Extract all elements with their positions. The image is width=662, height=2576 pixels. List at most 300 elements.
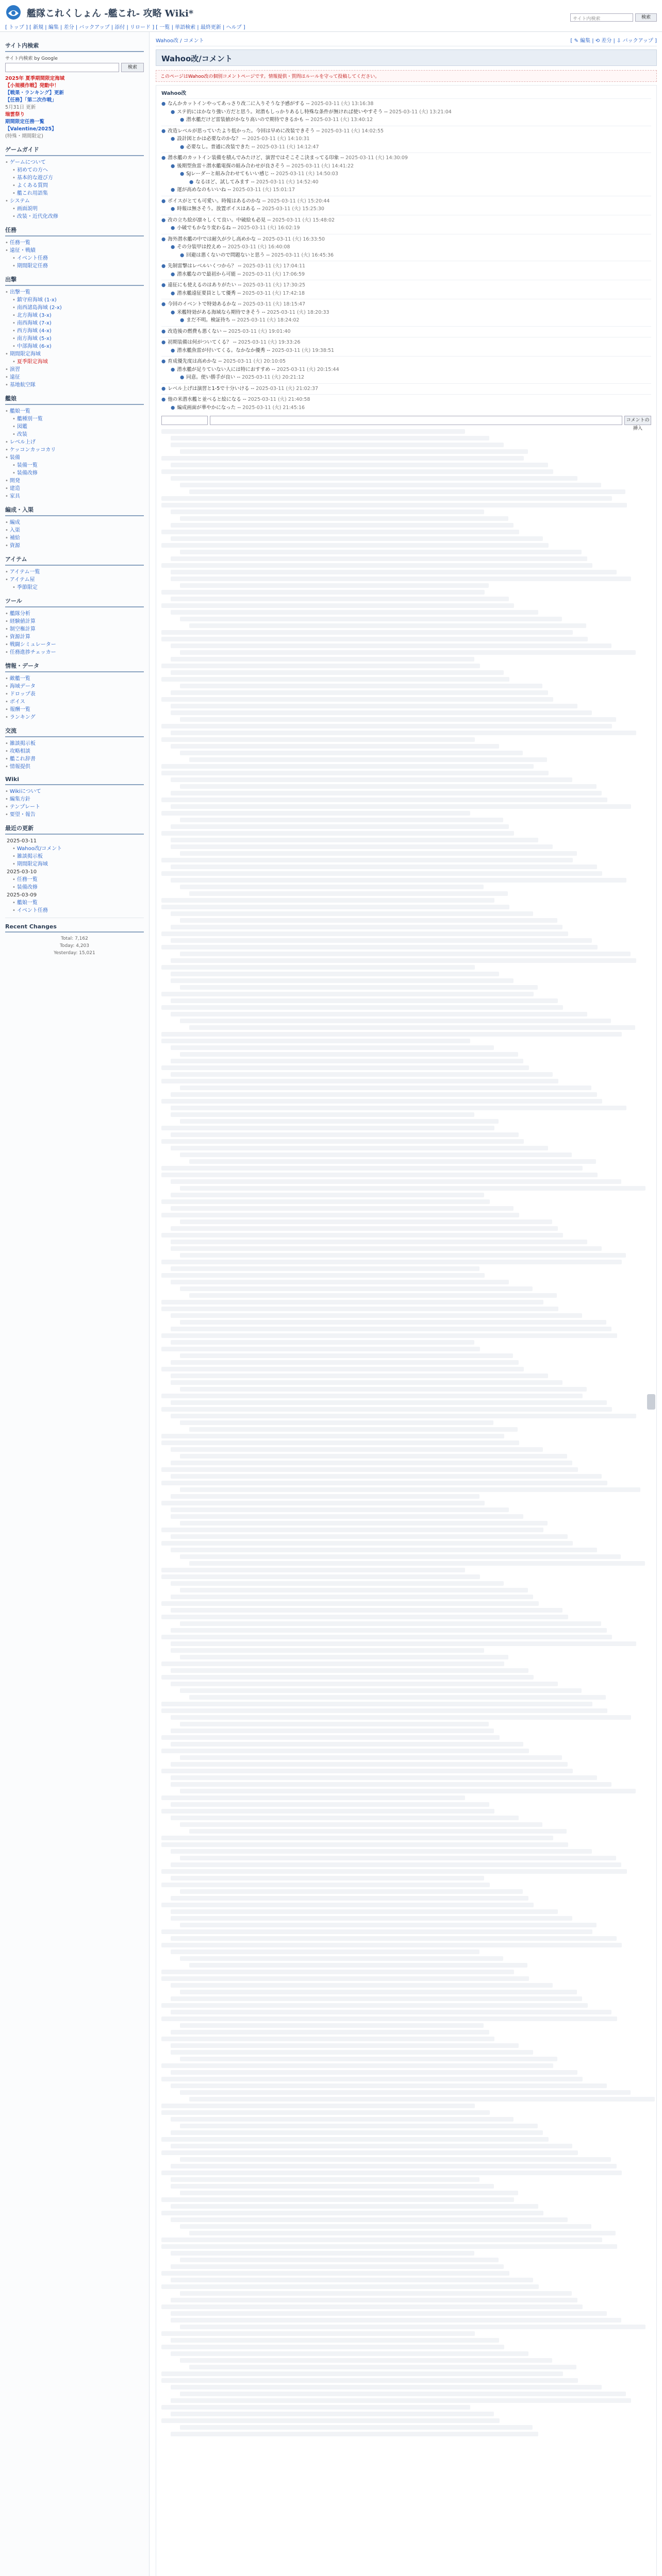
bullet-icon: • — [5, 569, 8, 575]
collapsed-comment-line — [171, 1983, 553, 1988]
bullet-icon: • — [5, 455, 8, 461]
sidebar-item[interactable] — [5, 795, 144, 803]
sidebar-item[interactable] — [5, 415, 144, 423]
sidebar-item[interactable] — [5, 860, 144, 868]
collapsed-comment-line — [161, 2150, 578, 2155]
collapsed-comment-line — [161, 2016, 617, 2021]
sidebar-item-label: 図鑑 — [16, 424, 27, 430]
header-search-input[interactable]: サイト内検索 — [570, 13, 633, 22]
bullet-icon: • — [5, 707, 8, 713]
collapsed-comment-line — [161, 630, 573, 635]
sidebar-item[interactable] — [5, 304, 144, 312]
collapsed-comment-line — [161, 1574, 480, 1579]
collapsed-comment-line — [161, 429, 465, 434]
comment-bullet-icon[interactable]: ● — [180, 375, 185, 380]
comment-bullet-icon[interactable]: ● — [161, 217, 166, 223]
comment-date: 2025-03-11 (火) 14:30:09 — [345, 155, 408, 161]
comment-bullet-icon[interactable]: ● — [161, 101, 166, 107]
comment-separator: -- — [221, 244, 228, 250]
collapsed-comment-line — [171, 777, 572, 782]
collapsed-comment-line — [171, 1802, 489, 1807]
collapsed-comment-line — [171, 1849, 592, 1854]
bullet-icon: • — [5, 486, 8, 492]
comment-bullet-icon[interactable]: ● — [171, 404, 175, 411]
collapsed-comment-line — [161, 697, 553, 702]
comment-separator: -- — [285, 163, 292, 169]
collapsed-comment-line — [161, 590, 485, 595]
sidebar-item[interactable] — [5, 197, 144, 205]
comment-bullet-icon[interactable]: ● — [180, 171, 185, 177]
bullet-icon: • — [5, 478, 8, 484]
sidebar-item-label: Wikiについて — [9, 789, 41, 794]
news-item: (特殊・期間限定) — [5, 133, 43, 139]
collapsed-comment-line — [161, 1735, 500, 1740]
sidebar-item-label: 期間限定海域 — [16, 861, 48, 867]
comment-text: 潜水艦魚雷が付いてくる。なかなか優秀 — [177, 347, 266, 353]
collapsed-comment-line — [171, 1327, 611, 1331]
collapsed-comment-line — [171, 1059, 523, 1063]
collapsed-comment-line — [171, 1909, 558, 1914]
collapsed-comment-line — [171, 1447, 543, 1452]
comment-text: 遠征にも使えるのはありがたい — [168, 282, 237, 288]
comment-date: 2025-03-11 (火) 21:45:16 — [242, 404, 305, 411]
sidebar-item[interactable] — [5, 312, 144, 319]
sidebar-sections — [5, 144, 144, 914]
collapsed-comment-line — [171, 824, 509, 829]
bullet-icon: • — [12, 854, 15, 859]
collapsed-comment-line — [171, 2043, 519, 2048]
bullet-icon: • — [12, 432, 15, 437]
sidebar-item-label: 家具 — [9, 494, 20, 499]
collapsed-comment-line — [171, 978, 514, 983]
comment-bullet-icon[interactable]: ● — [171, 109, 175, 115]
sidebar-item[interactable] — [5, 803, 144, 811]
bullet-icon: • — [12, 885, 15, 890]
comment-bullet-icon[interactable]: ● — [171, 347, 175, 353]
sidebar-item[interactable] — [5, 174, 144, 182]
sidebar-item[interactable] — [5, 423, 144, 431]
sidebar-item[interactable] — [5, 190, 144, 197]
comment-bullet-icon[interactable]: ● — [161, 155, 166, 161]
sidebar-item[interactable] — [5, 740, 144, 748]
comment — [161, 347, 651, 355]
news-item[interactable]: 【Valentine/2025】 — [5, 126, 57, 132]
collapsed-comment-line — [171, 2298, 577, 2302]
collapsed-comment-line — [161, 1970, 514, 1974]
collapsed-comment-line — [171, 2217, 568, 2222]
sidebar-item[interactable] — [5, 319, 144, 327]
collapsed-comment-line — [161, 637, 588, 641]
sidebar-item[interactable] — [5, 675, 144, 683]
comment-bullet-icon[interactable]: ● — [171, 225, 175, 231]
comment-separator: -- — [236, 263, 243, 269]
collapsed-comment-line — [161, 1795, 465, 1800]
sidebar-item[interactable] — [5, 213, 144, 221]
comment-text: その分装甲は控えめ — [177, 244, 221, 250]
sidebar-item[interactable] — [5, 763, 144, 771]
sidebar-item[interactable] — [5, 296, 144, 304]
comment-date: 2025-03-11 (火) 14:12:47 — [256, 144, 319, 150]
comment-separator: -- — [241, 397, 248, 402]
sidebar-list — [5, 239, 144, 270]
bullet-icon: • — [5, 691, 8, 697]
sidebar-item[interactable] — [5, 374, 144, 381]
comment-text: 初期装備は何がついてくる？ — [168, 340, 231, 345]
comment-separator: -- — [250, 144, 257, 150]
sidebar-item[interactable] — [5, 899, 144, 907]
comment — [161, 299, 651, 309]
news-item[interactable]: 期間限定任務一覧 — [5, 119, 45, 125]
collapsed-comment-line — [161, 1615, 568, 1619]
sidebar-item[interactable] — [5, 748, 144, 755]
collapsed-comment-line — [161, 1139, 524, 1144]
collapsed-comment-line — [171, 1548, 597, 1552]
comment-separator: -- — [235, 375, 242, 380]
comment-bullet-icon[interactable]: ● — [171, 187, 175, 193]
sidebar-item[interactable] — [5, 289, 144, 296]
bullet-icon: • — [5, 367, 8, 372]
comment — [161, 383, 651, 393]
collapsed-comment-line — [161, 1434, 504, 1438]
news-item[interactable]: 【戦果・ランキング】更新 — [5, 90, 64, 96]
sidebar-item[interactable] — [5, 568, 144, 576]
bullet-icon: • — [5, 619, 8, 624]
comment-bullet-icon[interactable]: ● — [161, 359, 166, 364]
sidebar-item[interactable] — [5, 845, 144, 853]
sidebar-item[interactable] — [5, 527, 144, 534]
breadcrumb[interactable]: Wahoo改 / コメント — [156, 38, 204, 44]
comment-date: 2025-03-11 (火) 13:16:38 — [311, 101, 374, 107]
sidebar-item[interactable] — [5, 649, 144, 656]
sidebar-section-heading: 情報・データ — [5, 660, 144, 672]
collapsed-comment-line — [161, 1032, 622, 1037]
sidebar-item[interactable] — [5, 446, 144, 454]
sidebar-search-input[interactable] — [5, 63, 119, 72]
comment-separator: -- — [236, 271, 243, 277]
collapsed-comment-line — [171, 1581, 504, 1586]
comment-bullet-icon[interactable]: ● — [171, 309, 175, 315]
comment-text: まだ不明。検証待ち — [186, 317, 230, 323]
collapsed-comment-line — [171, 556, 587, 561]
comment-date: 2025-03-11 (火) 20:21:12 — [242, 375, 305, 380]
sidebar-item[interactable] — [5, 641, 144, 649]
news-item[interactable]: 2025年 夏季期間限定海域 — [5, 76, 65, 81]
bullet-icon: • — [12, 256, 15, 261]
collapsed-comment-line — [171, 1628, 607, 1633]
site-title[interactable]: 艦隊これくしょん -艦これ- 攻略 Wiki* — [27, 8, 194, 19]
sidebar-item[interactable] — [5, 811, 144, 819]
sidebar-section-heading: 編成・入渠 — [5, 504, 144, 516]
comment — [161, 215, 651, 225]
sidebar-item[interactable] — [5, 205, 144, 213]
sidebar-item-label: 期間限定任務 — [16, 263, 48, 269]
collapsed-comment-line — [180, 1253, 626, 1258]
comment-date: 2025-03-11 (火) 13:21:04 — [389, 109, 452, 115]
collapsed-comment-line — [189, 623, 586, 628]
comment-bullet-icon[interactable]: ● — [171, 163, 175, 169]
collapsed-comment-line — [171, 1896, 528, 1901]
comment-bullet-icon[interactable]: ● — [171, 244, 175, 250]
collapsed-comment-line — [171, 643, 611, 648]
sidebar-item[interactable] — [5, 327, 144, 335]
comment-date: 2025-03-11 (火) 13:40:12 — [310, 117, 373, 123]
collapsed-comment-line — [161, 992, 534, 996]
page-notice: このページはWahoo改の個別コメントページです。情報提供・質問はルールを守って投稿してください。 — [156, 70, 657, 82]
collapsed-comment-line — [180, 1119, 499, 1124]
collapsed-comment-line — [171, 2412, 494, 2416]
page-tools[interactable]: [ ✎ 編集 | ⟲ 差分 | ⇩ バックアップ ] — [570, 38, 657, 44]
sidebar-section-heading: ゲームガイド — [5, 144, 144, 156]
sidebar-item[interactable] — [5, 618, 144, 625]
collapsed-comment-line — [171, 597, 509, 601]
comment-bullet-icon[interactable]: ● — [171, 206, 175, 212]
comment-separator: -- — [304, 117, 311, 123]
collapsed-comment-line — [171, 577, 631, 581]
comment — [161, 404, 651, 412]
sidebar-item[interactable] — [5, 542, 144, 550]
sidebar-item[interactable] — [5, 625, 144, 633]
sidebar-item[interactable] — [5, 853, 144, 860]
collapsed-comment-line — [161, 1809, 494, 1814]
collapsed-comment-line — [180, 516, 508, 521]
comment-text: 潜水艦だけど雷装値がかなり高いので期待できるかも — [186, 117, 304, 123]
collapsed-comment-line — [161, 1883, 490, 1887]
comment — [161, 337, 651, 347]
sidebar-item[interactable] — [5, 469, 144, 477]
sidebar-item[interactable] — [5, 534, 144, 542]
comment-submit-button[interactable]: コメントの挿入 — [624, 416, 651, 425]
sidebar-item[interactable] — [5, 239, 144, 247]
sidebar-item[interactable] — [5, 343, 144, 350]
comment-text: 改造レベルが思っていたより低かった。今回は早めに改装できそう — [168, 128, 315, 134]
collapsed-comment-line — [171, 510, 484, 514]
comment-text: 先制雷撃はレベルいくつから？ — [168, 263, 237, 269]
comment-text: 編成画面が華やかになった — [177, 404, 236, 411]
comment-separator: -- — [226, 187, 233, 193]
site-logo-icon[interactable] — [5, 4, 22, 21]
sidebar-item-label: 開発 — [9, 478, 20, 484]
collapsed-comment-line — [180, 1722, 489, 1726]
bullet-icon: • — [5, 447, 8, 453]
comment-bullet-icon[interactable]: ● — [180, 252, 185, 258]
comment-date: 2025-03-11 (火) 14:02:55 — [321, 128, 384, 134]
sidebar-section-heading: 交流 — [5, 725, 144, 737]
collapsed-comment-line — [171, 670, 504, 675]
comment-text: 必要なし。普通に改装できた — [186, 144, 250, 150]
comment-date: 2025-03-11 (火) 18:20:33 — [267, 309, 329, 315]
sidebar-item[interactable] — [5, 690, 144, 698]
collapsed-comment-line — [161, 2110, 490, 2115]
collapsed-comment-line — [161, 2077, 583, 2081]
sidebar-item[interactable] — [5, 755, 144, 763]
collapsed-comment-line — [161, 1347, 480, 1351]
collapsed-comment-line — [180, 1086, 591, 1090]
sidebar-item[interactable] — [5, 462, 144, 469]
sidebar-search-button[interactable]: 検索 — [121, 63, 144, 72]
sidebar-item-label: イベント任務 — [16, 256, 48, 261]
collapsed-comment-line — [171, 1193, 484, 1197]
collapsed-comment-line — [171, 1280, 509, 1284]
comment-bullet-icon[interactable]: ● — [171, 366, 175, 372]
comment-name-input[interactable] — [161, 416, 208, 425]
collapsed-comment-line — [189, 2097, 655, 2102]
collapsed-comment-line — [161, 2211, 543, 2215]
collapsed-comment-line — [161, 530, 519, 534]
collapsed-comment-line — [161, 1260, 622, 1264]
comment-date: 2025-03-11 (火) 20:10:05 — [223, 359, 286, 364]
bullet-icon: • — [12, 214, 15, 219]
comment-separator: -- — [266, 217, 273, 223]
sidebar-item[interactable] — [5, 438, 144, 446]
comment-separator: -- — [230, 317, 237, 323]
collapsed-comment-line — [180, 1219, 552, 1224]
comment — [161, 251, 651, 260]
news-item[interactable]: 瑞雲祭り — [5, 112, 25, 117]
news-item[interactable]: 【任務】「第二次作戦」 — [5, 97, 57, 103]
sidebar-item[interactable] — [5, 159, 144, 166]
comment-bullet-icon[interactable]: ● — [161, 236, 166, 242]
sidebar-item[interactable] — [5, 381, 144, 389]
collapsed-comment-line — [171, 1400, 607, 1405]
sidebar-item[interactable] — [5, 610, 144, 618]
collapsed-comment-line — [180, 1990, 577, 1994]
comment-bullet-icon[interactable]: ● — [171, 271, 175, 277]
comment-date: 2025-03-11 (火) 21:02:37 — [256, 385, 319, 392]
sidebar-item[interactable] — [5, 576, 144, 584]
sidebar-item[interactable] — [5, 408, 144, 415]
comment-text: ステ的にはかなり強い方だと思う。対潜もしっかりあるし特殊な条件が無ければ使いやすそう — [177, 109, 383, 115]
collapsed-comment-line — [171, 1728, 494, 1733]
bullet-icon: • — [5, 409, 8, 414]
comment-bullet-icon[interactable]: ● — [171, 290, 175, 296]
sidebar-item[interactable] — [5, 431, 144, 438]
sidebar-item[interactable] — [5, 485, 144, 493]
comment-bullet-icon[interactable]: ● — [161, 282, 166, 288]
comment-date: 2025-03-11 (火) 17:30:25 — [243, 282, 306, 288]
collapsed-comment-line — [189, 1695, 606, 1700]
collapsed-comment-line — [171, 1474, 602, 1479]
comment-bullet-icon[interactable]: ● — [161, 301, 166, 307]
bullet-icon: • — [5, 198, 8, 204]
collapsed-comment-line — [161, 1039, 470, 1043]
comment-separator: -- — [304, 101, 311, 107]
comment-bullet-icon[interactable]: ● — [171, 136, 175, 142]
collapsed-comment-line — [171, 1092, 597, 1097]
collapsed-comment-line — [171, 1112, 474, 1117]
comment-bullet-icon[interactable]: ● — [161, 263, 166, 269]
comment-bullet-icon[interactable]: ● — [189, 179, 194, 185]
comment-bullet-icon[interactable]: ● — [180, 144, 185, 150]
comment-text: 潜水艦なので最初から可能 — [177, 271, 236, 277]
sidebar-item[interactable] — [5, 366, 144, 374]
comment-bullet-icon[interactable]: ● — [161, 328, 166, 334]
collapsed-comment-line — [161, 2037, 494, 2041]
sidebar-item[interactable] — [5, 584, 144, 591]
sidebar-item[interactable] — [5, 698, 144, 706]
sidebar-item[interactable] — [5, 454, 144, 462]
sidebar-item[interactable] — [5, 493, 144, 500]
sidebar-item[interactable] — [5, 907, 144, 914]
comment-text: 改造後の燃費も悪くない — [168, 328, 222, 334]
comment-bullet-icon[interactable]: ● — [161, 340, 166, 345]
collapsed-comment-line — [171, 2318, 621, 2323]
comment-text: なるほど、試してみます — [195, 179, 250, 185]
sidebar-item[interactable] — [5, 247, 144, 255]
collapsed-comment-line — [161, 1769, 573, 1773]
comment-text-input[interactable] — [210, 416, 622, 425]
collapsed-comment-line — [189, 1963, 527, 1968]
comment-bullet-icon[interactable]: ● — [180, 117, 185, 123]
sidebar-item[interactable] — [5, 884, 144, 891]
sidebar-item[interactable] — [5, 166, 144, 174]
thread-title: Wahoo改 — [161, 91, 187, 96]
bullet-icon: • — [12, 877, 15, 883]
sidebar-item[interactable] — [5, 519, 144, 527]
comment-bullet-icon[interactable]: ● — [180, 317, 185, 323]
bullet-icon: • — [5, 611, 8, 617]
collapsed-comment-line — [161, 831, 514, 836]
collapsed-comment-line — [161, 2371, 563, 2376]
collapsed-comment-line — [161, 1199, 490, 1204]
comment-bullet-icon[interactable]: ● — [161, 397, 166, 402]
scroll-handle[interactable] — [647, 1394, 655, 1410]
comment-text: 改の立ち絵が凛々しくて良い。中破絵も必見 — [168, 217, 266, 223]
sidebar-list — [5, 675, 144, 721]
collapsed-comment-line — [180, 2124, 538, 2128]
comment-separator: -- — [265, 347, 272, 353]
sidebar-item[interactable] — [5, 358, 144, 366]
bullet-icon: • — [12, 470, 15, 476]
collapsed-comment-line — [171, 1106, 626, 1110]
sidebar-item[interactable] — [5, 876, 144, 884]
sidebar-item[interactable] — [5, 714, 144, 721]
header-search-button[interactable]: 検索 — [635, 13, 657, 22]
news-item[interactable]: 【小規模作戦】発動中！ — [5, 83, 59, 89]
comment-bullet-icon[interactable]: ● — [161, 198, 166, 204]
comment-bullet-icon[interactable]: ● — [161, 385, 166, 392]
collapsed-comment-line — [161, 469, 553, 474]
comment-date: 2025-03-11 (火) 19:38:51 — [272, 347, 335, 353]
comment-separator: -- — [236, 282, 243, 288]
sidebar-item[interactable] — [5, 255, 144, 262]
bullet-icon: • — [5, 699, 8, 705]
collapsed-comment-line — [171, 972, 499, 976]
sidebar-item[interactable] — [5, 350, 144, 358]
collapsed-comment-line — [161, 2171, 622, 2175]
sidebar-item[interactable] — [5, 633, 144, 641]
comment-bullet-icon[interactable]: ● — [161, 128, 166, 134]
page-title: Wahoo改/コメント — [161, 54, 233, 63]
comment-text: 潜水艦が足りていない人には特におすすめ — [177, 366, 270, 372]
sidebar-item[interactable] — [5, 335, 144, 343]
sidebar-item-label: 季節限定 — [16, 585, 38, 590]
sidebar-item[interactable] — [5, 788, 144, 795]
sidebar-item[interactable] — [5, 706, 144, 714]
comment — [161, 178, 651, 187]
sidebar-item[interactable] — [5, 262, 144, 270]
sidebar-item[interactable] — [5, 683, 144, 690]
collapsed-comment-line — [180, 2392, 626, 2396]
top-menu[interactable]: [ トップ ] [ 新規 | 編集 | 差分 | バックアップ | 添付 | リロード ] [ 一覧 | 単語検索 | 最終更新 | ヘルプ ] — [5, 25, 245, 30]
collapsed-comment-line — [161, 1173, 598, 1177]
bullet-icon: • — [5, 634, 8, 640]
collapsed-comment-line — [180, 1320, 606, 1325]
sidebar-item[interactable] — [5, 477, 144, 485]
collapsed-comment-line — [171, 1816, 519, 1820]
sidebar-item[interactable] — [5, 182, 144, 190]
collapsed-comment-line — [171, 2030, 489, 2035]
bullet-icon: • — [5, 494, 8, 499]
